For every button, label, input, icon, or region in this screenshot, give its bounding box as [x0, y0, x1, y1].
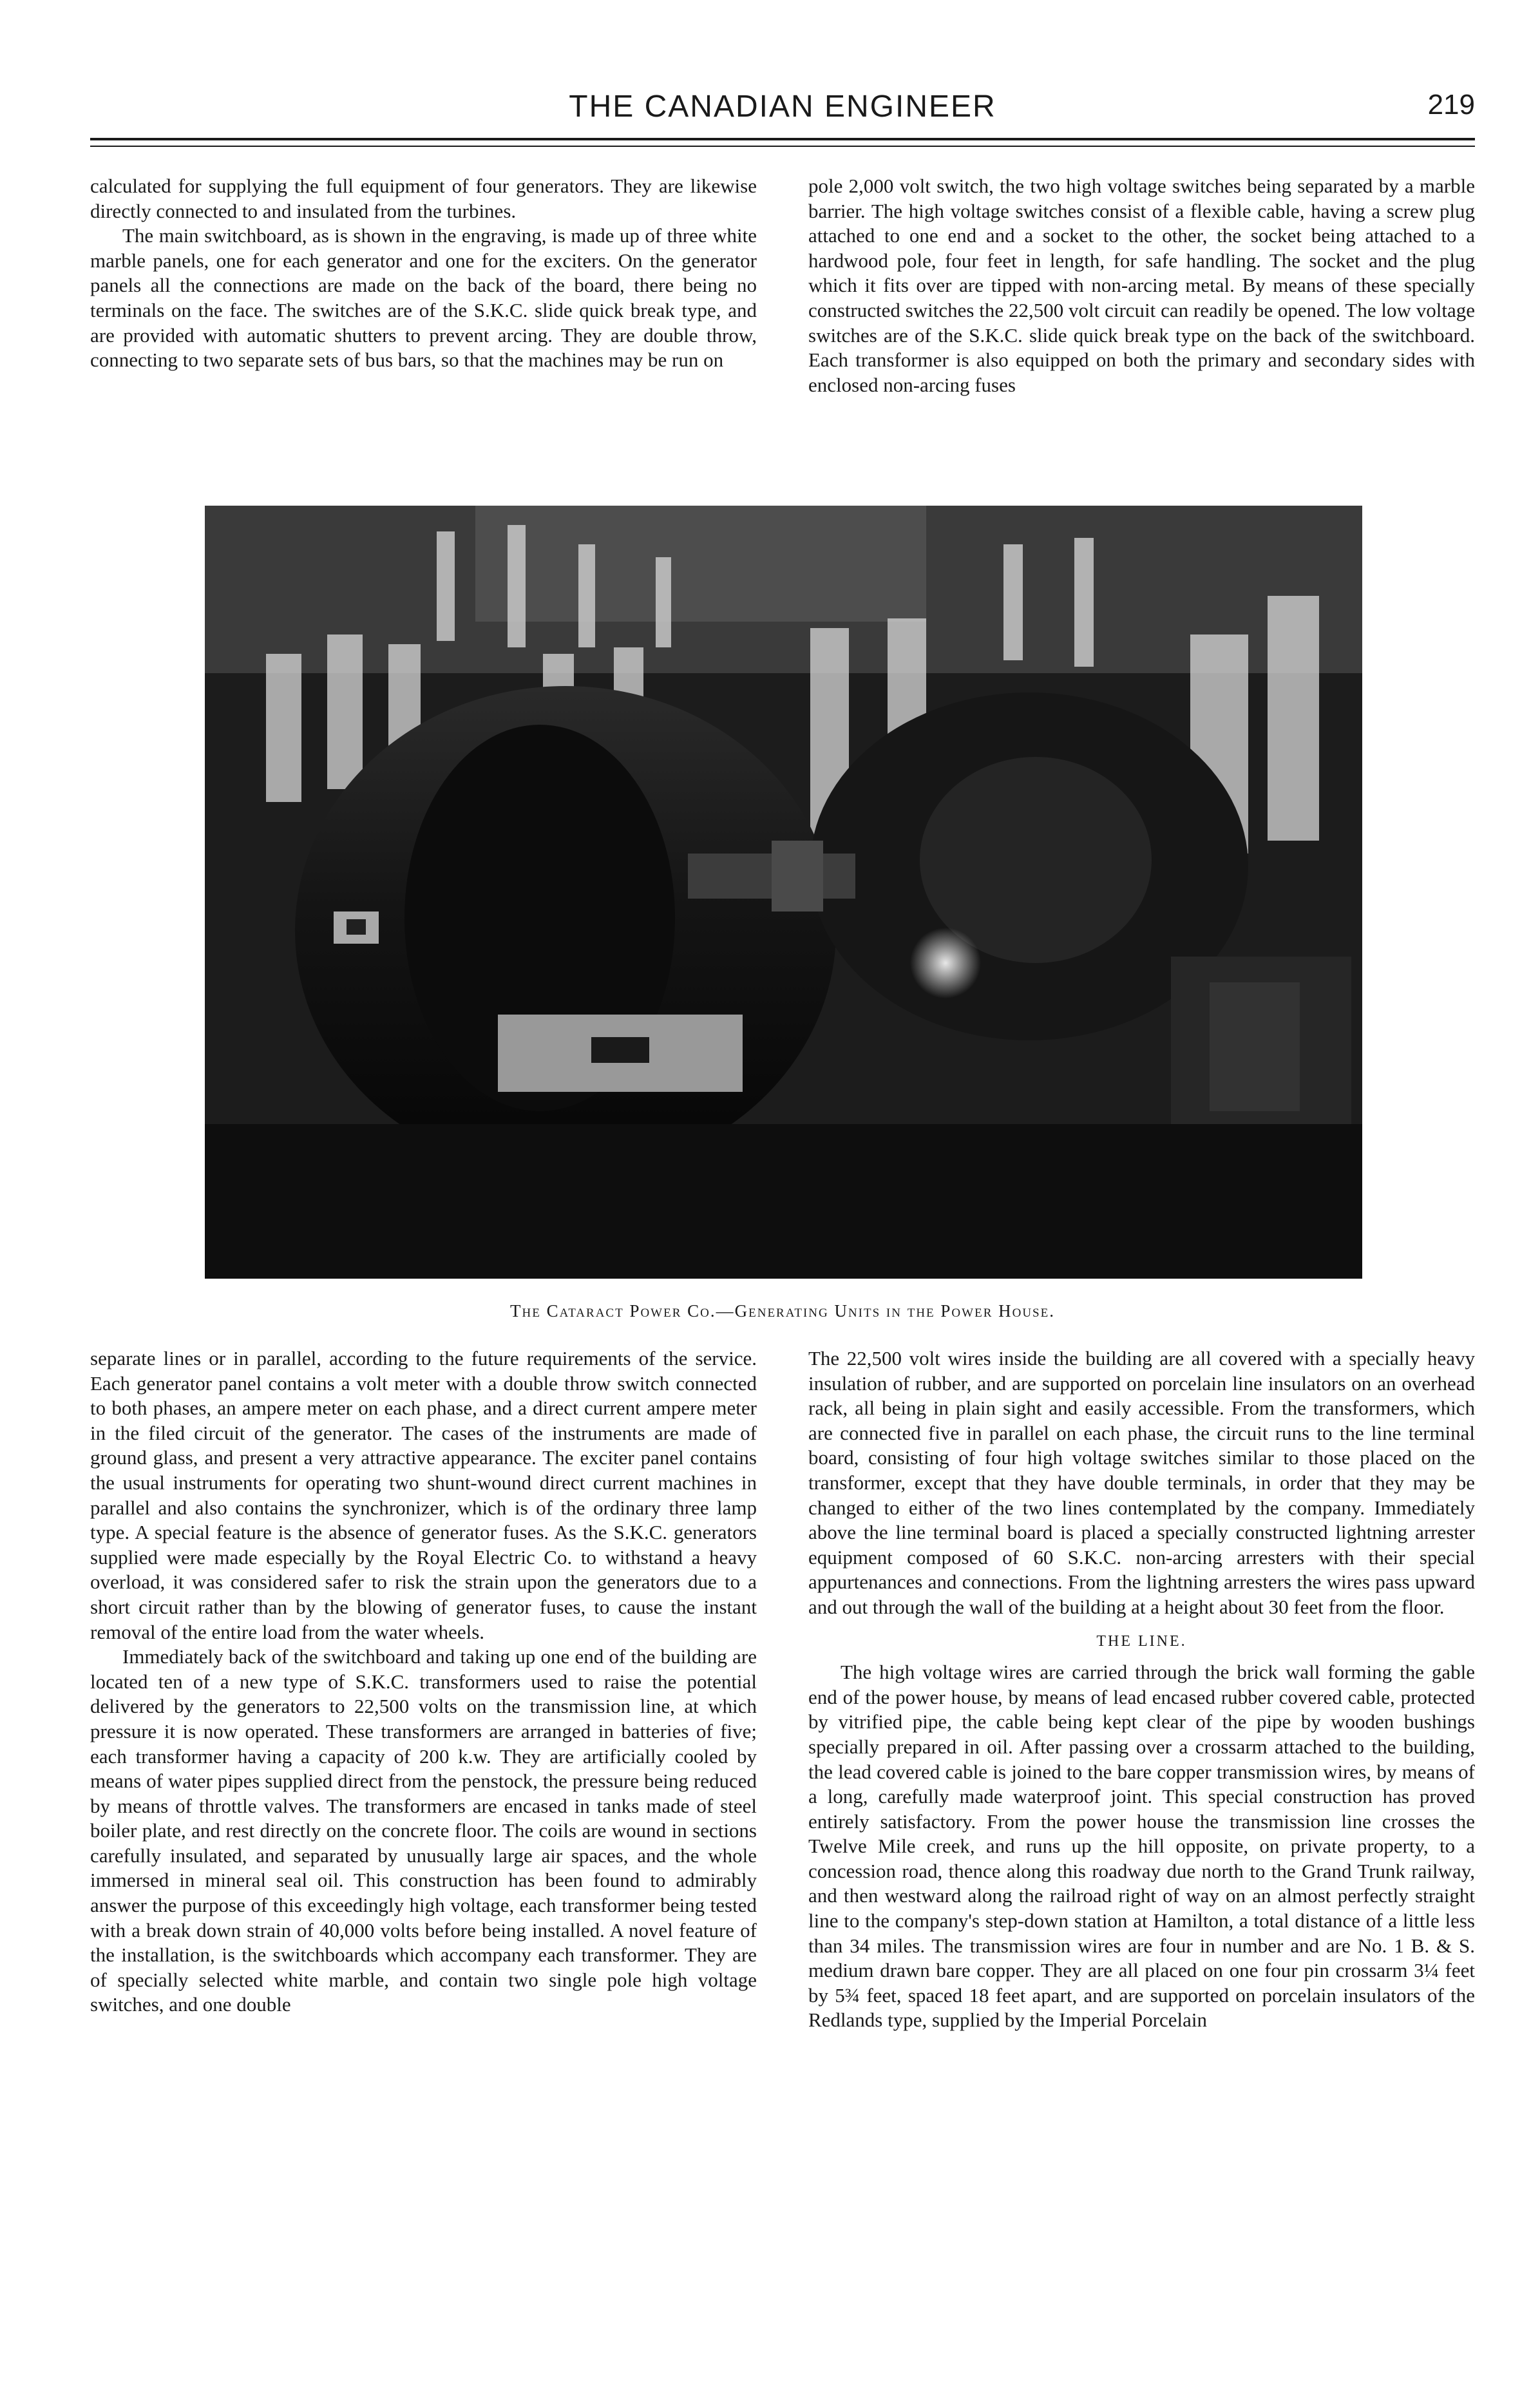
paragraph: The main switchboard, as is shown in the engraving, is made up of three white marble panels, one for each generator and one for the exciters. On the generator panels all the connections are made on the back of the board, there being no terminals on the face. The switches are of the S.K.C. slide quick break type, and are provided with automatic shutters to prevent arcing. They are double throw, connecting to two separate sets of bus bars, so that the machines may be run on — [90, 224, 757, 372]
section-heading: THE LINE. — [1096, 1632, 1187, 1650]
paragraph: Immediately back of the switchboard and taking up one end of the building are located ten of a new type of S.K.C. transformers used to raise the potential delivered by the generators to 22,500 volts on the transmission line, at which pressure it is now operated. These transformers are arranged in batteries of five; each transformer having a capacity of 200 k.w. They are artificially cooled by means of water pipes supplied direct from the penstock, the pressure being reduced by means of throttle valves. The transformers are encased in tanks made of steel boiler plate, and rest directly on the concrete floor. The coils are wound in sections carefully insulated, and separated by unusually large air spaces, and the whole immersed in mineral seal oil. This construction has been found to admirably answer the purpose of this exceedingly high voltage, each transformer being tested with a break down strain of 40,000 volts before being installed. A novel feature of the installation, is the switchboards which accompany each transformer. They are of specially selected white marble, and contain two single pole high voltage switches, and one double — [90, 1645, 757, 2016]
header-rule-thick — [90, 138, 1475, 140]
column-bottom-right — [808, 1346, 1475, 2033]
paragraph: pole 2,000 volt switch, the two high voltage switches being separated by a marble barrier. The high voltage switches consist of a flexible cable, having a screw plug attached to one end and a socket to the other, the socket being attached to a hardwood pole, four feet in length, for safe handling. The socket and the plug which it fits over are tipped with non-arcing metal. By means of these specially constructed switches the 22,500 volt circuit can readily be opened. The low voltage switches are of the S.K.C. slide quick break type on the back of the switchboard. Each transformer is also equipped on both the primary and secondary sides with enclosed non-arcing fuses — [808, 175, 1475, 396]
paragraph: separate lines or in parallel, according to the future requirements of the service. Each generator panel contains a volt meter with a double throw switch connected to both phases, an ampere meter on each phase, and a direct current ampere meter in the filed circuit of the generator. The cases of the instruments are made of ground glass, and present a very attractive appearance. The exciter panel contains the usual instruments for operating two shunt-wound direct current machines in parallel and also contains the synchronizer, which is of the ordinary three lamp type. A special feature is the absence of generator fuses. As the S.K.C. generators supplied were made especially by the Royal Electric Co. to withstand a heavy overload, it was considered safer to risk the strain upon the generators due to a short circuit rather than by the blowing of generator fuses, to cause the instant removal of the entire load from the water wheels. — [90, 1347, 757, 1643]
page-header — [90, 84, 1475, 135]
column-top-right — [808, 174, 1475, 397]
photo-caption: The Cataract Power Co.—Generating Units in the Power House. — [510, 1301, 1055, 1321]
column-top-left — [90, 174, 757, 373]
page-number: 219 — [1427, 89, 1475, 120]
journal-title: THE CANADIAN ENGINEER — [569, 90, 996, 124]
generating-units-photograph — [205, 506, 1362, 1279]
paragraph: calculated for supplying the full equipment of four generators. They are likewise directly connected to and insulated from the turbines. — [90, 175, 757, 222]
column-bottom-left — [90, 1346, 757, 2018]
paragraph: The 22,500 volt wires inside the building are all covered with a specially heavy insulation of rubber, and are supported on porcelain line insulators on an overhead rack, all being in plain sight and easily accessible. From the transformers, which are connected five in parallel on each phase, the circuit runs to the line terminal board, consisting of four high voltage switches similar to those placed on the transformer, except that they have double terminals, in order that they may be changed to either of the two lines contemplated by the company. Immediately above the line terminal board is placed a specially constructed lightning arrester equipment composed of 60 S.K.C. non-arcing arresters with their special appurtenances and connections. From the lightning arresters the wires pass upward and out through the wall of the building at a height about 30 feet from the floor. — [808, 1347, 1475, 1618]
header-rule-thin — [90, 146, 1475, 147]
paragraph: The high voltage wires are carried through the brick wall forming the gable end of the power house, by means of lead encased rubber covered cable, protected by vitrified pipe, the cable being kept clear of the pipe by wooden bushings specially prepared in oil. After passing over a crossarm attached to the building, the lead covered cable is joined to the bare copper transmission wires, by means of a long, carefully made waterproof joint. This special construction has proved entirely satisfactory. From the power house the transmission line crosses the Twelve Mile creek, and runs up the hill opposite, on private property, to a concession road, thence along this roadway due north to the Grand Trunk railway, and then westward along the railroad right of way on an almost perfectly straight line to the company's step-down station at Hamilton, a total distance of a little less than 34 miles. The transmission wires are four in number and are No. 1 B. & S. medium drawn bare copper. They are all placed on one four pin crossarm 3¼ feet by 5¾ feet, spaced 18 feet apart, and are supported on porcelain insulators of the Redlands type, supplied by the Imperial Porcelain — [808, 1661, 1475, 2032]
